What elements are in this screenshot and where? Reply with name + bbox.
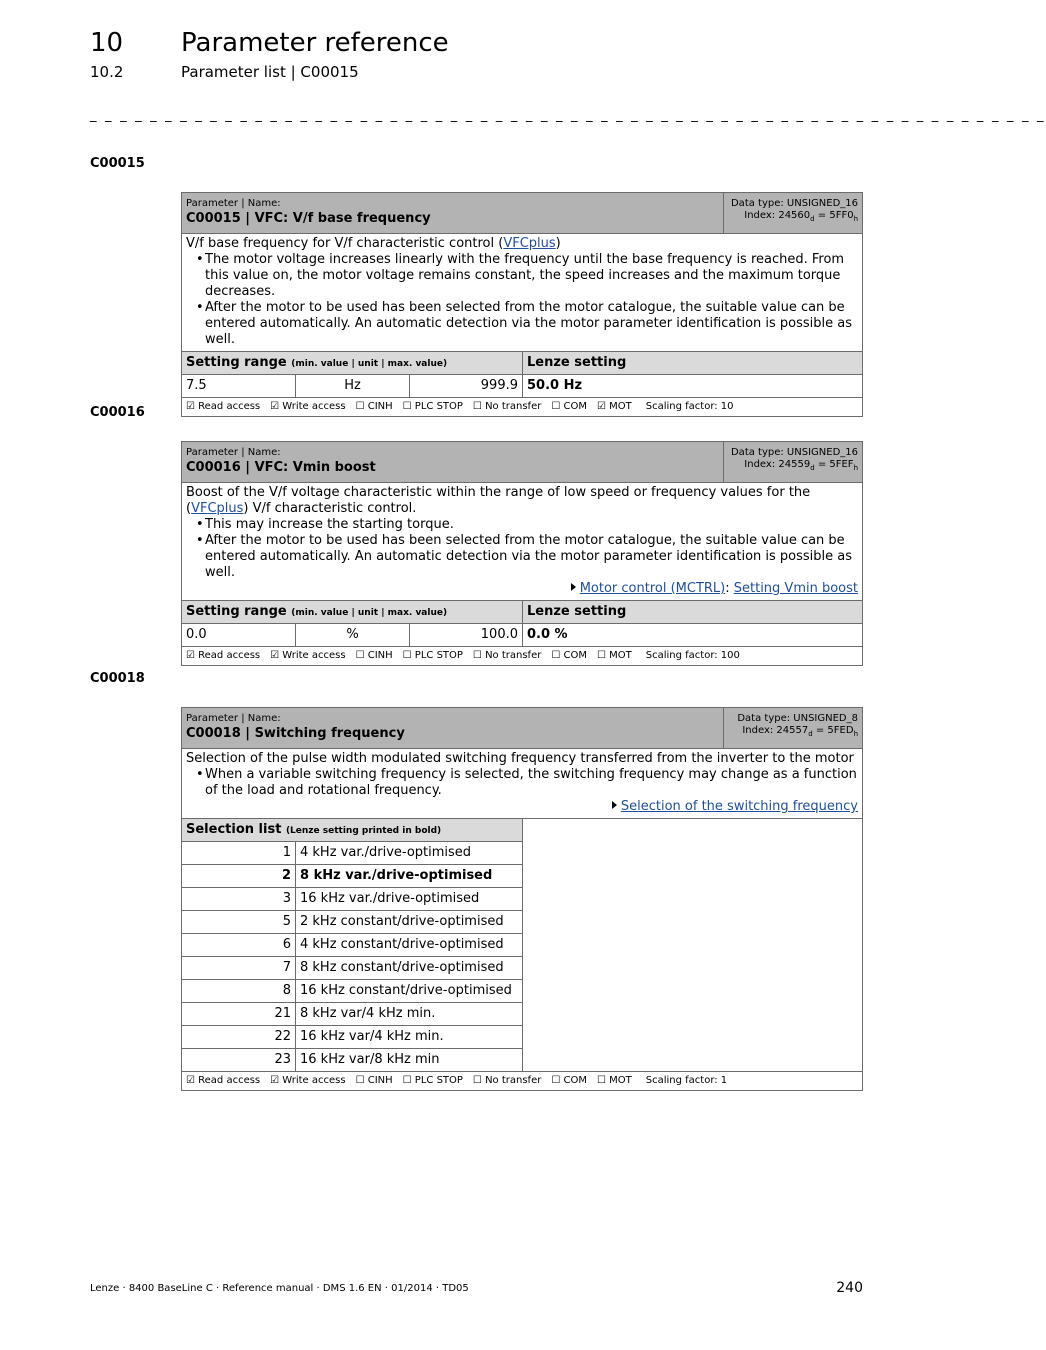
param-description: Selection of the pulse width modulated switching frequency transferred from the inverter to the motor • When a variable switching frequency is selected, the switching frequency may change as a function of the load and rotational frequency. Selection of the switching frequency bbox=[182, 749, 862, 819]
param-index: Index: $24559_d = 5FEF_h$ bbox=[744, 459, 858, 472]
footer-text: Lenze · 8400 BaseLine C · Reference manual · DMS 1.6 EN · 01/2014 · TD05 bbox=[90, 1283, 469, 1294]
param-header-label: Parameter | Name: bbox=[186, 447, 281, 458]
data-type: Data type: UNSIGNED_8 bbox=[737, 713, 858, 724]
data-type: Data type: UNSIGNED_16 bbox=[730, 198, 858, 209]
param-index: Index: $24560_d = 5FF0_h$ bbox=[744, 210, 858, 223]
max-value: 100.0 bbox=[410, 624, 523, 646]
unit: Hz bbox=[296, 375, 410, 397]
chapter-number: 10 bbox=[90, 28, 124, 58]
arrow-right-icon bbox=[612, 801, 617, 809]
param-table-c00015 bbox=[181, 192, 863, 417]
selection-list-header: Selection list (Lenze setting printed in bold) bbox=[182, 819, 522, 842]
min-value: 0.0 bbox=[182, 624, 296, 646]
attributes-row: ☑ Read access ☑ Write access ☐ CINH ☐ PLC STOP ☐ No transfer ☐ COM ☐ MOT Scaling factor: 1 bbox=[186, 1075, 728, 1086]
bullet-item: • After the motor to be used has been selected from the motor catalogue, the suitable value can be entered automatically. An automatic detection via the motor parameter identification is possible as well. bbox=[186, 533, 858, 581]
setting-range-row bbox=[182, 624, 862, 647]
setting-range-row bbox=[182, 375, 862, 398]
param-description: Boost of the V/f voltage characteristic within the range of low speed or frequency values for the (VFCplus) V/f characteristic control. • This may increase the starting torque. • After the motor to be used has been selected from the motor catalogue, the suitable value can be entered automatically. An automatic detection via the motor parameter identification is possible as well. Motor control (MCTRL): Setting Vmin boost bbox=[182, 483, 862, 601]
param-header bbox=[182, 442, 862, 483]
scaling-factor: Scaling factor: 100 bbox=[645, 650, 740, 661]
bullet-item: • This may increase the starting torque. bbox=[186, 517, 858, 533]
cross-reference: Motor control (MCTRL): Setting Vmin boost bbox=[186, 581, 858, 597]
param-table-c00018 bbox=[181, 707, 863, 1091]
lenze-setting: 50.0 Hz bbox=[527, 378, 583, 393]
section-number: 10.2 bbox=[90, 63, 124, 81]
selection-list-blank bbox=[523, 819, 862, 1071]
param-header bbox=[182, 708, 862, 749]
page-number: 240 bbox=[836, 1280, 863, 1296]
param-index: Index: $24557_d = 5FED_h$ bbox=[742, 725, 858, 738]
param-anchor-c00016: C00016 bbox=[90, 405, 145, 420]
param-anchor-c00015: C00015 bbox=[90, 156, 145, 171]
max-value: 999.9 bbox=[410, 375, 523, 397]
selection-row: 6 4 kHz constant/drive-optimised bbox=[182, 934, 522, 957]
param-header bbox=[182, 193, 862, 234]
param-name: C00016 | VFC: Vmin boost bbox=[186, 460, 376, 475]
selection-row: 7 8 kHz constant/drive-optimised bbox=[182, 957, 522, 980]
switching-frequency-link[interactable]: Selection of the switching frequency bbox=[620, 799, 858, 814]
selection-row: 8 16 kHz constant/drive-optimised bbox=[182, 980, 522, 1003]
selection-row: 21 8 kHz var/4 kHz min. bbox=[182, 1003, 522, 1026]
bullet-item: • After the motor to be used has been selected from the motor catalogue, the suitable value can be entered automatically. An automatic detection via the motor parameter identification is possible as well. bbox=[186, 300, 858, 348]
param-header-label: Parameter | Name: bbox=[186, 713, 281, 724]
data-type: Data type: UNSIGNED_16 bbox=[730, 447, 858, 458]
param-header-label: Parameter | Name: bbox=[186, 198, 281, 209]
header-divider: _ _ _ _ _ _ _ _ _ _ _ _ _ _ _ _ _ _ _ _ _ _ _ _ _ _ _ _ _ _ _ _ _ _ _ _ _ _ _ _ _ _ _ _ _ _ _ _ _ _ _ _ _ _ _ _ _ _ _ _ _ _ _ _ bbox=[90, 108, 1046, 123]
selection-row: 22 16 kHz var/4 kHz min. bbox=[182, 1026, 522, 1049]
selection-row: 23 16 kHz var/8 kHz min bbox=[182, 1049, 522, 1071]
selection-row-lenze-default: 2 8 kHz var./drive-optimised bbox=[182, 865, 522, 888]
setting-range-header: Setting range (min. value | unit | max. value) Lenze setting bbox=[182, 601, 862, 624]
scaling-factor: Scaling factor: 10 bbox=[645, 401, 734, 412]
unit: % bbox=[296, 624, 410, 646]
attributes-row: ☑ Read access ☑ Write access ☐ CINH ☐ PLC STOP ☐ No transfer ☐ COM ☐ MOT Scaling factor: 100 bbox=[186, 650, 740, 661]
chapter-title: Parameter reference bbox=[181, 28, 449, 58]
attributes-row: ☑ Read access ☑ Write access ☐ CINH ☐ PLC STOP ☐ No transfer ☐ COM ☑ MOT Scaling factor: 10 bbox=[186, 401, 734, 412]
vfcplus-link[interactable]: VFCplus bbox=[503, 236, 556, 251]
setting-vmin-boost-link[interactable]: Setting Vmin boost bbox=[733, 581, 858, 596]
selection-row: 3 16 kHz var./drive-optimised bbox=[182, 888, 522, 911]
lenze-setting: 0.0 % bbox=[527, 627, 568, 642]
motor-control-link[interactable]: Motor control (MCTRL) bbox=[579, 581, 726, 596]
vfcplus-link[interactable]: VFCplus bbox=[191, 501, 244, 516]
param-anchor-c00018: C00018 bbox=[90, 671, 145, 686]
arrow-right-icon bbox=[571, 583, 576, 591]
selection-row: 1 4 kHz var./drive-optimised bbox=[182, 842, 522, 865]
scaling-factor: Scaling factor: 1 bbox=[645, 1075, 728, 1086]
setting-range-header: Setting range (min. value | unit | max. value) Lenze setting bbox=[182, 352, 862, 375]
cross-reference bbox=[186, 799, 858, 815]
selection-row: 5 2 kHz constant/drive-optimised bbox=[182, 911, 522, 934]
param-name: C00015 | VFC: V/f base frequency bbox=[186, 211, 431, 226]
bullet-item: • When a variable switching frequency is selected, the switching frequency may change as a function of the load and rotational frequency. bbox=[186, 767, 858, 799]
bullet-item: • The motor voltage increases linearly with the frequency until the base frequency is reached. From this value on, the motor voltage remains constant, the speed increases and the maximum torque decreases. bbox=[186, 252, 858, 300]
param-name: C00018 | Switching frequency bbox=[186, 726, 405, 741]
min-value: 7.5 bbox=[182, 375, 296, 397]
section-title: Parameter list | C00015 bbox=[181, 63, 359, 81]
selection-list bbox=[182, 819, 862, 1072]
param-table-c00016 bbox=[181, 441, 863, 666]
param-description: V/f base frequency for V/f characteristic control (VFCplus) • The motor voltage increases linearly with the frequency until the base frequency is reached. From this value on, the motor voltage remains constant, the speed increases and the maximum torque decreases. • After the motor to be used has been selected from the motor catalogue, the suitable value can be entered automatically. An automatic detection via the motor parameter identification is possible as well. bbox=[182, 234, 862, 352]
